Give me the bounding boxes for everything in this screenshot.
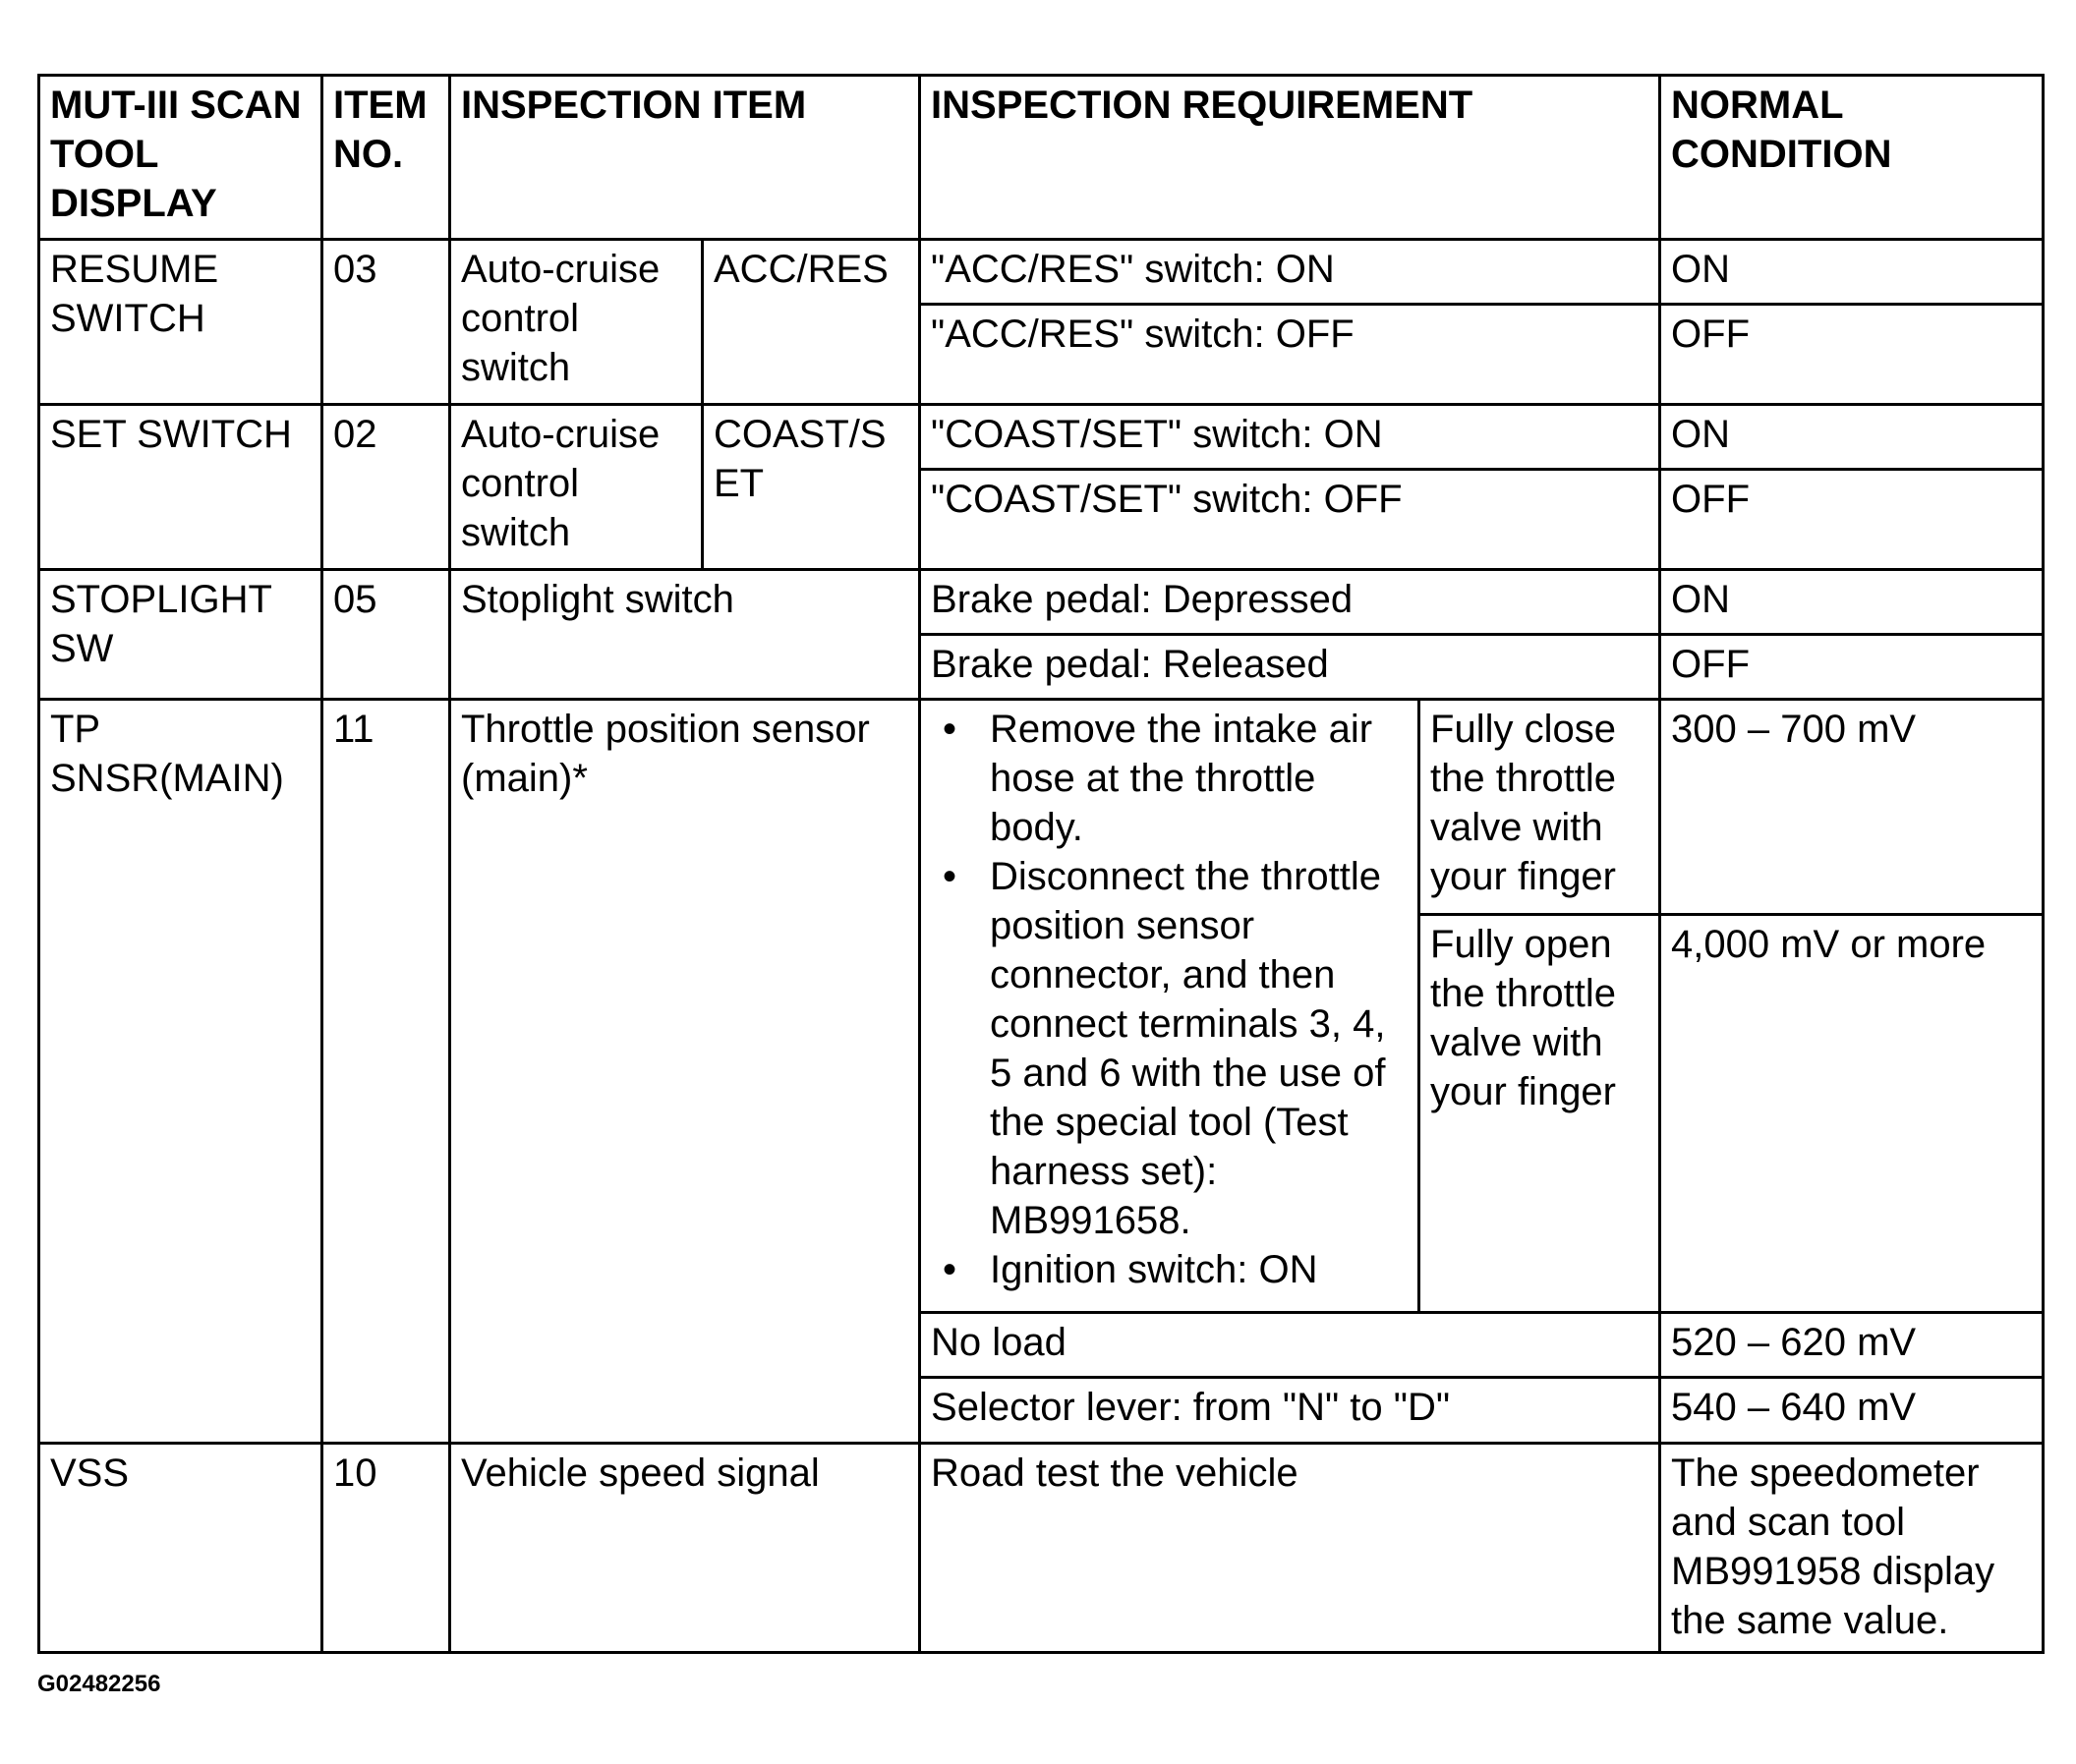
- inspection-item-cell: Stoplight switch: [450, 570, 920, 700]
- condition-cell: 300 – 700 mV: [1660, 700, 2044, 915]
- requirement-cell: "ACC/RES" switch: ON: [920, 240, 1660, 305]
- throttle-open-cell: Fully open the throttle valve with your finger: [1419, 915, 1660, 1313]
- header-inspection-item: INSPECTION ITEM: [450, 76, 920, 240]
- header-row: [39, 76, 2044, 240]
- condition-cell: OFF: [1660, 305, 2044, 405]
- display-cell: VSS: [39, 1444, 322, 1653]
- condition-cell: 540 – 640 mV: [1660, 1378, 2044, 1444]
- header-display: MUT-III SCAN TOOL DISPLAY: [39, 76, 322, 240]
- inspection-item-cell: Auto-cruise control switch: [450, 405, 703, 570]
- figure-id: G02482256: [37, 1671, 161, 1697]
- inspection-item-cell: Auto-cruise control switch: [450, 240, 703, 405]
- condition-cell: ON: [1660, 240, 2044, 305]
- requirement-bullet-list: [931, 705, 1408, 1294]
- item-no-cell: 02: [322, 405, 450, 570]
- inspection-item-cell: Throttle position sensor (main)*: [450, 700, 920, 1444]
- condition-cell: The speedometer and scan tool MB991958 display the same value.: [1660, 1444, 2044, 1653]
- requirement-cell: No load: [920, 1313, 1660, 1378]
- condition-cell: ON: [1660, 570, 2044, 635]
- header-normal-condition: NORMAL CONDITION: [1660, 76, 2044, 240]
- table-row: [39, 570, 2044, 635]
- requirement-cell: Road test the vehicle: [920, 1444, 1660, 1653]
- table-row: [39, 240, 2044, 305]
- condition-cell: ON: [1660, 405, 2044, 470]
- inspection-item-cell: Vehicle speed signal: [450, 1444, 920, 1653]
- condition-cell: 520 – 620 mV: [1660, 1313, 2044, 1378]
- inspection-subitem-cell: ACC/RES: [703, 240, 920, 405]
- requirement-cell: Brake pedal: Depressed: [920, 570, 1660, 635]
- list-item: • Ignition switch: ON: [990, 1245, 1408, 1294]
- item-no-cell: 11: [322, 700, 450, 1444]
- header-item-no: ITEM NO.: [322, 76, 450, 240]
- condition-cell: OFF: [1660, 635, 2044, 700]
- inspection-table: [37, 74, 2045, 1654]
- requirement-cell: Brake pedal: Released: [920, 635, 1660, 700]
- item-no-cell: 03: [322, 240, 450, 405]
- list-item: • Remove the intake air hose at the throttle body.: [990, 705, 1408, 852]
- requirement-cell: "COAST/SET" switch: ON: [920, 405, 1660, 470]
- display-cell: RESUME SWITCH: [39, 240, 322, 405]
- requirement-cell: Selector lever: from "N" to "D": [920, 1378, 1660, 1444]
- throttle-close-cell: Fully close the throttle valve with your finger: [1419, 700, 1660, 915]
- inspection-subitem-cell: COAST/SET: [703, 405, 920, 570]
- table-row: [39, 405, 2044, 470]
- condition-cell: OFF: [1660, 470, 2044, 570]
- table-row: [39, 700, 2044, 915]
- item-no-cell: 10: [322, 1444, 450, 1653]
- requirement-cell: "ACC/RES" switch: OFF: [920, 305, 1660, 405]
- display-cell: STOPLIGHT SW: [39, 570, 322, 700]
- requirement-cell: "COAST/SET" switch: OFF: [920, 470, 1660, 570]
- table-row: [39, 1444, 2044, 1653]
- display-cell: TP SNSR(MAIN): [39, 700, 322, 1444]
- display-cell: SET SWITCH: [39, 405, 322, 570]
- condition-cell: 4,000 mV or more: [1660, 915, 2044, 1313]
- header-inspection-requirement: INSPECTION REQUIREMENT: [920, 76, 1660, 240]
- requirement-bullets-cell: [920, 700, 1419, 1313]
- item-no-cell: 05: [322, 570, 450, 700]
- list-item: • Disconnect the throttle position sensor connector, and then connect terminals 3, 4, 5 and 6 with the use of the special tool (Test harness set): MB991658.: [990, 852, 1408, 1245]
